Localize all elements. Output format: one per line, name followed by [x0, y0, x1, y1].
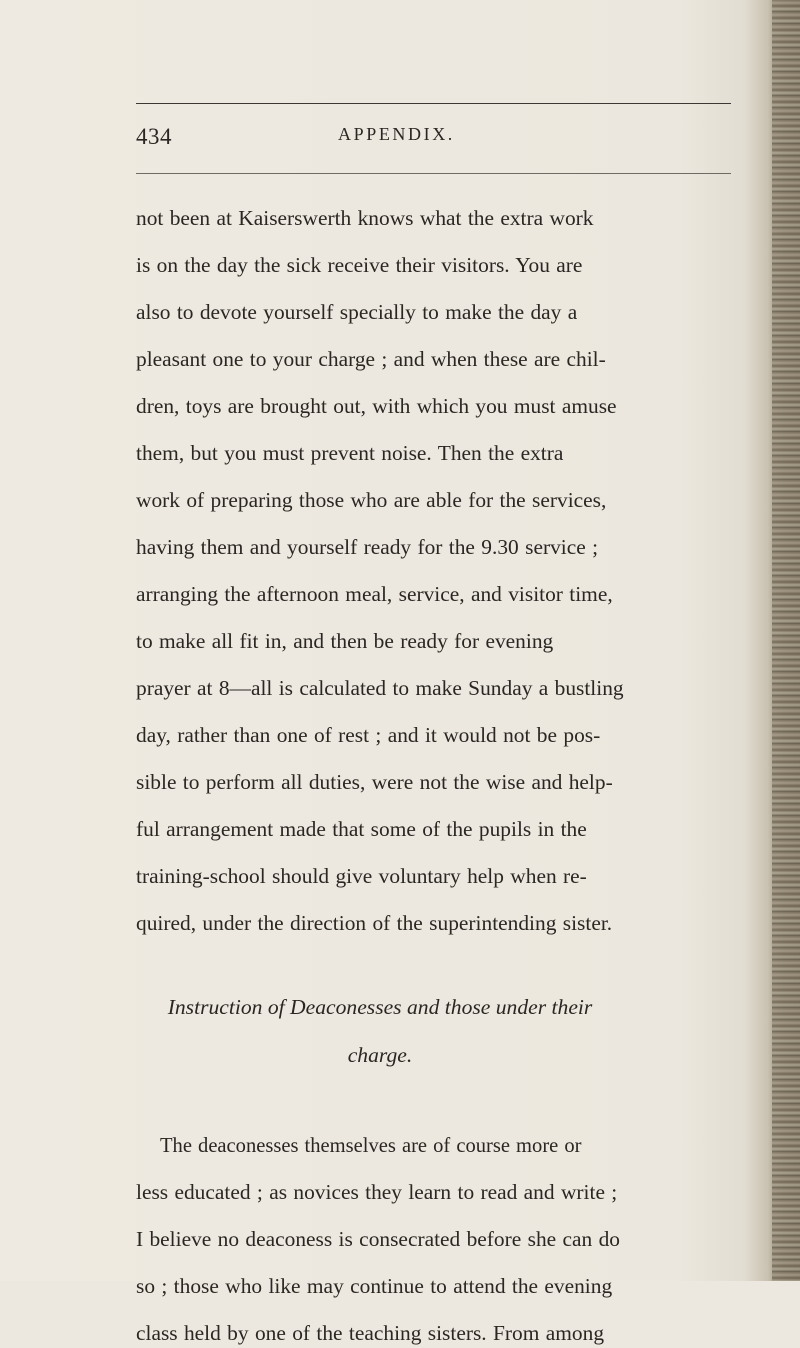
text-line: sible to perform all duties, were not the wise and help- — [136, 770, 613, 794]
text-line: so ; those who like may continue to attend the evening — [136, 1274, 613, 1298]
text-line: pleasant one to your charge ; and when these are chil- — [136, 347, 606, 371]
text-line: I believe no deaconess is consecrated before she can do — [136, 1227, 620, 1251]
text-line: day, rather than one of rest ; and it would not be pos- — [136, 723, 601, 747]
text-line: to make all fit in, and then be ready for evening — [136, 629, 554, 653]
text-line: not been at Kaiserswerth knows what the extra work — [136, 206, 594, 230]
text-line: quired, under the direction of the superintending sister. — [136, 911, 613, 935]
text-line: having them and yourself ready for the 9.30 service ; — [136, 535, 599, 559]
text-line: prayer at 8—all is calculated to make Sunday a bustling — [136, 676, 624, 700]
text-line: them, but you must prevent noise. Then the extra — [136, 441, 564, 465]
section-heading-line-1: Instruction of Deaconesses and those under their — [167, 995, 593, 1019]
section-heading-line-2: charge. — [347, 1043, 413, 1067]
text-line: The deaconesses themselves are of course more or — [160, 1133, 582, 1157]
text-line: arranging the afternoon meal, service, and visitor time, — [136, 582, 613, 606]
text-line: work of preparing those who are able for the services, — [136, 488, 607, 512]
header-rule — [136, 173, 731, 174]
top-rule — [136, 103, 731, 104]
running-title: APPENDIX. — [338, 124, 455, 144]
page-number: 434 — [136, 124, 172, 149]
text-line: training-school should give voluntary help when re- — [136, 864, 587, 888]
text-line: class held by one of the teaching sisters. From among — [136, 1321, 605, 1345]
text-line: less educated ; as novices they learn to read and write ; — [136, 1180, 618, 1204]
page-edge — [772, 0, 800, 1281]
text-line: is on the day the sick receive their visitors. You are — [136, 253, 583, 277]
text-line: ful arrangement made that some of the pupils in the — [136, 817, 587, 841]
text-line: also to devote yourself specially to make the day a — [136, 300, 578, 324]
text-line: dren, toys are brought out, with which you must amuse — [136, 394, 617, 418]
